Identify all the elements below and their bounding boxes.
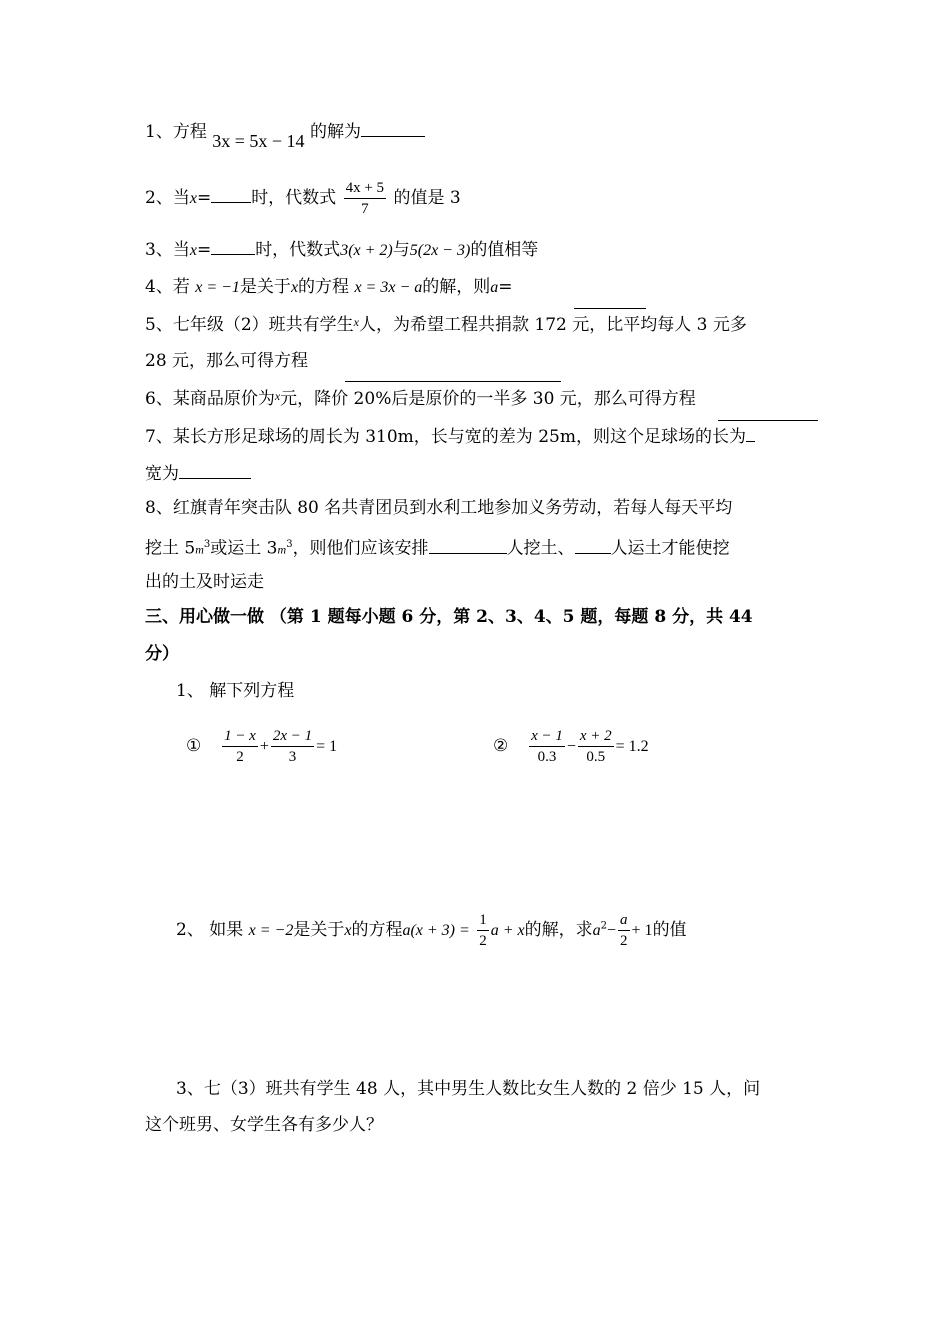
section-heading-line-2: 分）: [145, 644, 179, 664]
answer-blank[interactable]: [574, 308, 646, 309]
fraction: $\frac{x - 1}{0.3}$: [531, 728, 563, 765]
answer-blank[interactable]: [718, 420, 818, 421]
question-5: 5、七年级（2）班共有学生$^x$人，为希望工程共捐款 172 元，比平均每人 3 元多: [145, 315, 747, 335]
answer-blank[interactable]: [746, 425, 755, 442]
question-8-line-3: 出的土及时运走: [145, 572, 264, 592]
fraction: $\frac{1 - x}{2}$: [224, 728, 256, 765]
answer-blank[interactable]: [179, 462, 251, 479]
question-2: 2、当x= 时，代数式 $\frac{4x + 5}{7}$ 的值是 3: [145, 180, 461, 217]
question-7-line-2: 宽为: [145, 462, 251, 485]
question-8: 8、红旗青年突击队 80 名共青团员到水利工地参加义务劳动，若每人每天平均: [145, 498, 733, 518]
answer-blank[interactable]: [211, 186, 251, 203]
answer-blank[interactable]: [345, 381, 561, 382]
section-heading: 三、用心做一做 （第 1 题每小题 6 分，第 2、3、4、5 题，每题 8 分，共 44: [145, 607, 753, 627]
fraction: $\frac{x + 2}{0.5}$: [579, 728, 612, 765]
question-5-line-2: 28 元，那么可得方程: [145, 351, 309, 371]
fraction: $\frac{a}{2}$: [620, 912, 628, 949]
answer-blank[interactable]: [361, 120, 425, 137]
problem-2: 2、 如果 x = −2是关于x的方程a(x + 3) = $\frac{1}{2}$ a + x的解，求$a^2-$ $\frac{a}{2}$ + 1的值: [176, 912, 687, 949]
equation-1: ① $\frac{1 - x}{2}$ + $\frac{2x - 1}{3}$ = 1: [186, 728, 338, 765]
question-3: 3、当x= 时，代数式3(x + 2)与5(2x − 3)的值相等: [145, 240, 539, 260]
answer-blank[interactable]: [429, 537, 507, 554]
answer-blank[interactable]: [211, 238, 255, 255]
equation-2: ② $\frac{x - 1}{0.3}$ − $\frac{x + 2}{0.5}$ = 1.2: [493, 728, 649, 765]
question-1: 1、方程 3x = 5x − 14 的解为: [145, 120, 425, 143]
fraction: $\frac{4x + 5}{7}$: [345, 180, 385, 217]
problem-3-line-2: 这个班男、女学生各有多少人？: [145, 1115, 383, 1135]
problem-3: 3、七（3）班共有学生 48 人，其中男生人数比女生人数的 2 倍少 15 人，问: [176, 1079, 761, 1099]
question-4: 4、若 x = −1是关于x的方程 x = 3x − a的解，则a=: [145, 277, 513, 297]
fraction: $\frac{2x - 1}{3}$: [272, 728, 313, 765]
fraction: $\frac{1}{2}$: [479, 912, 487, 949]
question-7: 7、某长方形足球场的周长为 310m，长与宽的差为 25m，则这个足球场的长为: [145, 425, 755, 448]
answer-blank[interactable]: [575, 537, 611, 554]
equation: 3x = 5x − 14: [212, 131, 305, 151]
problem-1-title: 1、 解下列方程: [176, 681, 295, 701]
question-8-line-2: 挖土 $5m^3$或运土 $3m^3$，则他们应该安排 人挖土、 人运土才能使挖: [145, 538, 730, 559]
question-6: 6、某商品原价为$^x$元，降价 20%后是原价的一半多 30 元，那么可得方程: [145, 389, 696, 409]
